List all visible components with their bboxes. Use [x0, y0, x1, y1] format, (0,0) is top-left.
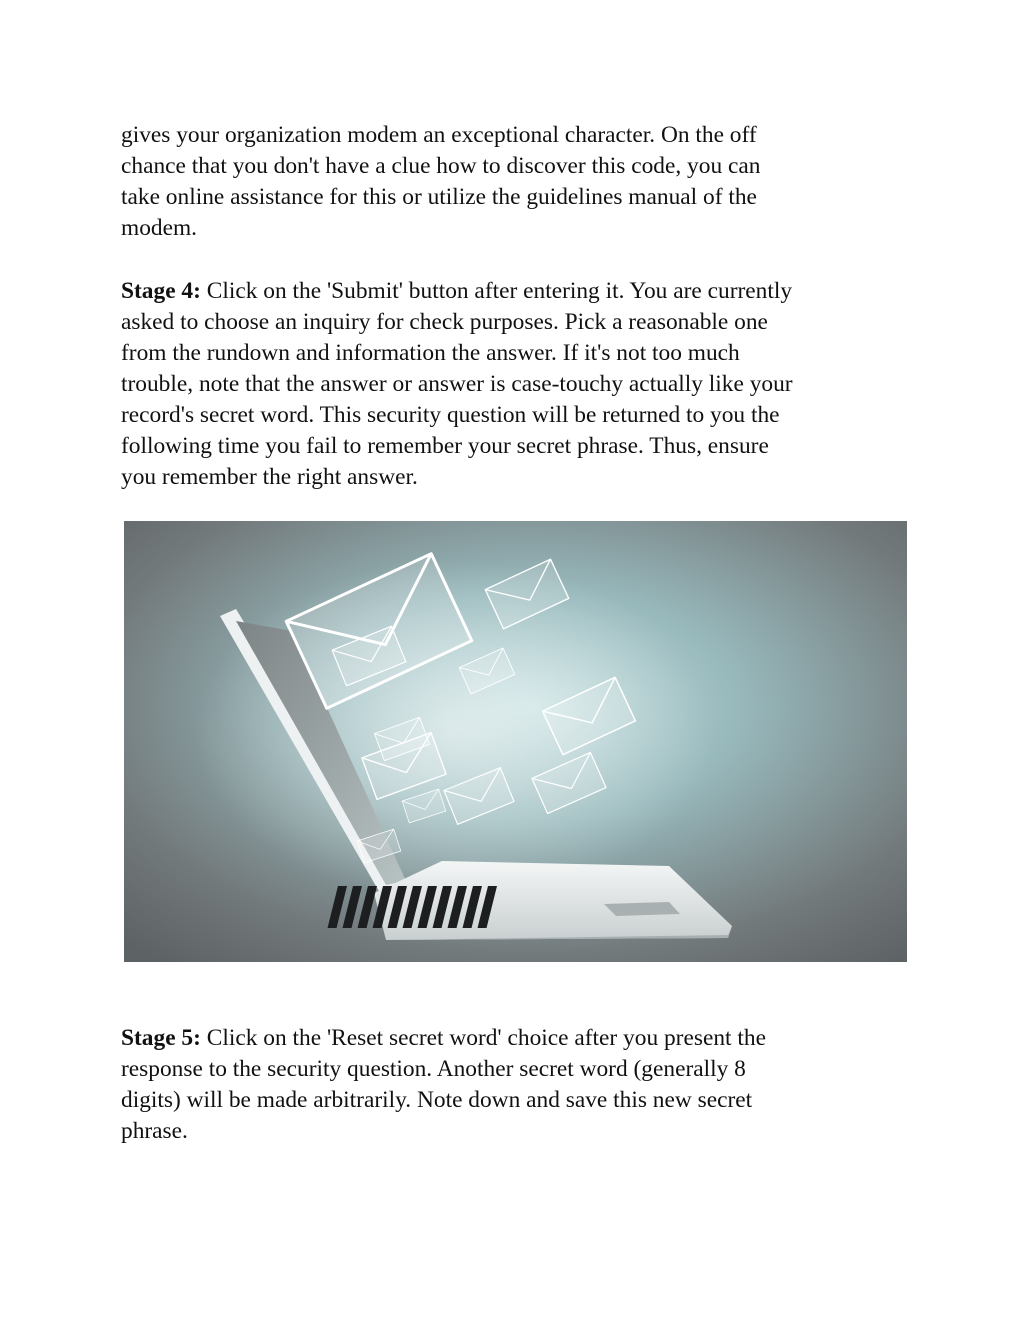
- text-line: chance that you don't have a clue how to discover this code, you can: [121, 153, 761, 179]
- text-line: you remember the right answer.: [121, 464, 418, 490]
- text-line: modem.: [121, 215, 198, 241]
- text-line: following time you fail to remember your secret phrase. Thus, ensure: [121, 433, 769, 459]
- paragraph-stage-5: [121, 1023, 911, 1147]
- laptop-envelopes-image: [124, 521, 907, 962]
- text-line: response to the security question. Another secret word (generally 8: [121, 1056, 746, 1082]
- text-line: trouble, note that the answer or answer is case-touchy actually like your: [121, 371, 793, 397]
- text-line: asked to choose an inquiry for check purposes. Pick a reasonable one: [121, 309, 768, 335]
- text-line: digits) will be made arbitrarily. Note down and save this new secret: [121, 1087, 753, 1113]
- text-line: gives your organization modem an exceptional character. On the off: [121, 122, 757, 148]
- text-line: [121, 276, 911, 307]
- paragraph-stage-4: [121, 276, 911, 493]
- text-line: [121, 1023, 911, 1054]
- stage-4-first-line: Click on the 'Submit' button after entering it. You are currently: [200, 278, 793, 304]
- laptop-with-envelopes-icon: [124, 521, 907, 962]
- stage-4-label: Stage 4:: [121, 278, 201, 304]
- paragraph-modem-code: [121, 120, 911, 244]
- text-line: take online assistance for this or utilize the guidelines manual of the: [121, 184, 757, 210]
- text-line: phrase.: [121, 1118, 188, 1144]
- text-line: record's secret word. This security question will be returned to you the: [121, 402, 780, 428]
- stage-5-label: Stage 5:: [121, 1025, 201, 1051]
- stage-5-first-line: Click on the 'Reset secret word' choice after you present the: [200, 1025, 766, 1051]
- text-line: from the rundown and information the answer. If it's not too much: [121, 340, 740, 366]
